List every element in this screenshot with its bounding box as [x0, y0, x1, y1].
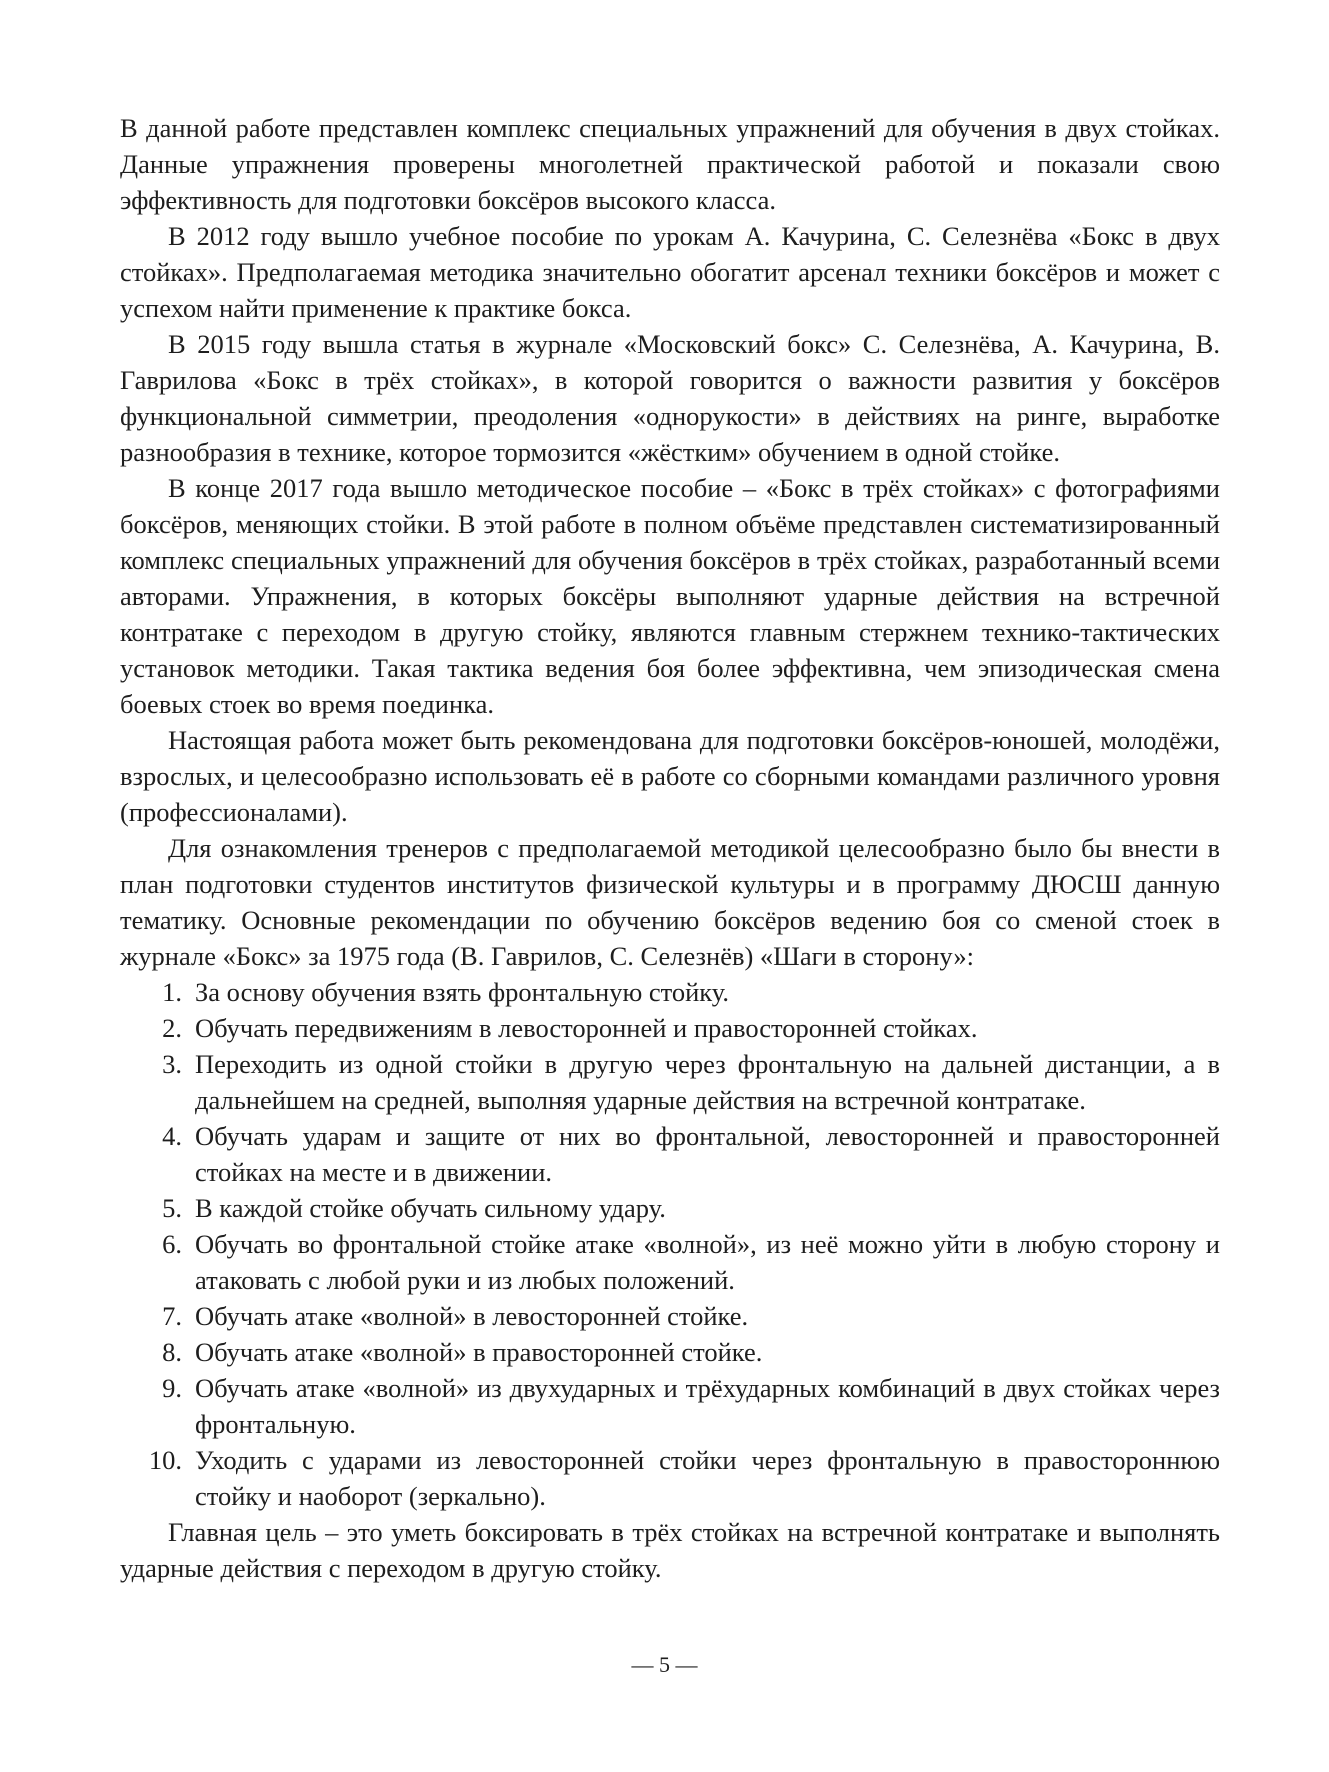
- list-item-number: 2.: [162, 1013, 182, 1043]
- list-item: [120, 1046, 1220, 1118]
- list-item-text: За основу обучения взять фронтальную стойку.: [195, 977, 730, 1007]
- list-item-number: 5.: [162, 1193, 182, 1223]
- paragraph-recommendation: Настоящая работа может быть рекомендована для подготовки боксёров-юношей, молодёжи, взрослых, и целесообразно использовать её в работе со сборными командами различного уровня (профессионалами).: [120, 725, 1220, 827]
- list-item: [120, 1370, 1220, 1442]
- list-item-number: 6.: [162, 1229, 182, 1259]
- paragraph-main-goal: Главная цель – это уметь боксировать в трёх стойках на встречной контратаке и выполнять ударные действия с переходом в другую стойку.: [120, 1517, 1220, 1583]
- list-item-number: 3.: [162, 1049, 182, 1079]
- list-item: [120, 1334, 1220, 1370]
- paragraph-intro: В данной работе представлен комплекс специальных упражнений для обучения в двух стойках. Данные упражнения проверены многолетней практической работой и показали свою эффективность для подготовки боксёров высокого класса.: [120, 113, 1220, 215]
- list-item-number: 4.: [162, 1121, 182, 1151]
- page-body: [120, 110, 1220, 1586]
- list-item-number: 9.: [162, 1373, 182, 1403]
- list-item: [120, 974, 1220, 1010]
- list-item: [120, 1010, 1220, 1046]
- list-item: [120, 1226, 1220, 1298]
- paragraph-2017: В конце 2017 года вышло методическое пособие – «Бокс в трёх стойках» с фотографиями боксёров, меняющих стойки. В этой работе в полном объёме представлен систематизированный комплекс специальных упражнений для обучения боксёров в трёх стойках, разработанный всеми авторами. Упражнения, в которых боксёры выполняют ударные действия на встречной контратаке с переходом в другую стойку, являются главным стержнем технико-тактических установок методики. Такая тактика ведения боя более эффективна, чем эпизодическая смена боевых стоек во время поединка.: [120, 473, 1220, 719]
- list-item-text: Обучать атаке «волной» в правосторонней стойке.: [195, 1337, 763, 1367]
- list-item-text: Обучать во фронтальной стойке атаке «волной», из неё можно уйти в любую сторону и атаковать с любой руки и из любых положений.: [195, 1229, 1220, 1295]
- list-item-text: Обучать ударам и защите от них во фронтальной, левосторонней и правосторонней стойках на месте и в движении.: [195, 1121, 1220, 1187]
- list-item-text: Уходить с ударами из левосторонней стойки через фронтальную в правостороннюю стойку и наоборот (зеркально).: [195, 1445, 1220, 1511]
- paragraph-2015: В 2015 году вышла статья в журнале «Московский бокс» С. Селезнёва, А. Качурина, В. Гаврилова «Бокс в трёх стойках», в которой говорится о важности развития у боксёров функциональной симметрии, преодоления «однорукости» в действиях на ринге, выработке разнообразия в технике, которое тормозится «жёстким» обучением в одной стойке.: [120, 329, 1220, 467]
- list-item-text: В каждой стойке обучать сильному удару.: [195, 1193, 666, 1223]
- list-item: [120, 1298, 1220, 1334]
- list-item-number: 7.: [162, 1301, 182, 1331]
- list-item-text: Обучать атаке «волной» в левосторонней стойке.: [195, 1301, 749, 1331]
- list-item-text: Обучать передвижениям в левосторонней и правосторонней стойках.: [195, 1013, 978, 1043]
- list-item-number: 1.: [162, 977, 182, 1007]
- list-item: [120, 1442, 1220, 1514]
- list-item-text: Переходить из одной стойки в другую через фронтальную на дальней дистанции, а в дальнейшем на средней, выполняя ударные действия на встречной контратаке.: [195, 1049, 1220, 1115]
- list-item-number: 10.: [148, 1445, 182, 1475]
- list-item: [120, 1118, 1220, 1190]
- page-number: — 5 —: [631, 1652, 698, 1677]
- paragraph-trainers: Для ознакомления тренеров с предполагаемой методикой целесообразно было бы внести в план подготовки студентов институтов физической культуры и в программу ДЮСШ данную тематику. Основные рекомендации по обучению боксёров ведению боя со сменой стоек в журнале «Бокс» за 1975 года (В. Гаврилов, С. Селезнёв) «Шаги в сторону»:: [120, 833, 1220, 971]
- list-item: [120, 1190, 1220, 1226]
- list-item-number: 8.: [162, 1337, 182, 1367]
- recommendations-list: [120, 974, 1220, 1514]
- list-item-text: Обучать атаке «волной» из двухударных и трёхударных комбинаций в двух стойках через фронтальную.: [195, 1373, 1220, 1439]
- paragraph-2012: В 2012 году вышло учебное пособие по урокам А. Качурина, С. Селезнёва «Бокс в двух стойках». Предполагаемая методика значительно обогатит арсенал техники боксёров и может с успехом найти применение к практике бокса.: [120, 221, 1220, 323]
